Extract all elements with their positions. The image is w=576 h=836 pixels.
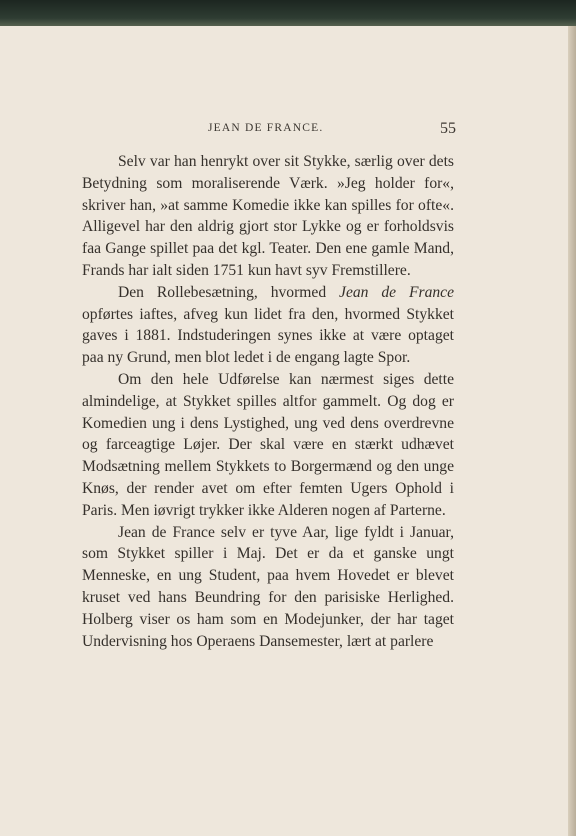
page-header <box>84 120 456 140</box>
paragraph: Jean de France selv er tyve Aar, lige fyldt i Januar, som Stykket spiller i Maj. Det er da et ganske ungt Menneske, en ung Student, paa hvem Hovedet er blevet kruset ved hans Beundring for den parisiske Herlighed. Holberg viser os ham som en Modejunker, der har taget Undervisning hos Operaens Dansemester, lært at parlere <box>82 523 454 650</box>
paragraph: Den Rollebesætning, hvormed Jean de France opførtes iaftes, afveg kun lidet fra den, hvormed Stykket gaves i 1881. Indstuderingen synes ikke at være optaget paa ny Grund, men blot ledet i de engang lagte Spor. <box>82 283 455 367</box>
running-title: JEAN DE FRANCE. <box>208 122 324 134</box>
paragraph: Om den hele Udførelse kan nærmest siges dette almindelige, at Stykket spilles altfor gammelt. Og dog er Komedien ung i dens Lystighed, ung ved dens overdrevne og farceagtige Løjer. Der skal være en stærkt udhævet Modsætning mellem Stykkets to Borgermænd og den unge Knøs, der render avet om efter femten Ugers Ophold i Paris. Men iøvrigt trykker ikke Alderen nogen af Parterne. <box>82 370 454 519</box>
page-edge <box>568 26 576 836</box>
page-number: 55 <box>440 120 456 137</box>
body-text <box>82 151 454 652</box>
play-title: Jean de France <box>339 283 455 301</box>
cover-edge <box>0 0 576 26</box>
paragraph: Selv var han henrykt over sit Stykke, særlig over dets Betydning som moraliserende Værk. »Jeg holder for«, skriver han, »at samme Komedie ikke kan spilles for ofte«. Alligevel har den aldrig gjort stor Lykke og er forholdsvis faa Gange spillet paa det kgl. Teater. Den ene gamle Mand, Frands har ialt siden 1751 kun havt syv Fremstillere. <box>82 153 454 279</box>
